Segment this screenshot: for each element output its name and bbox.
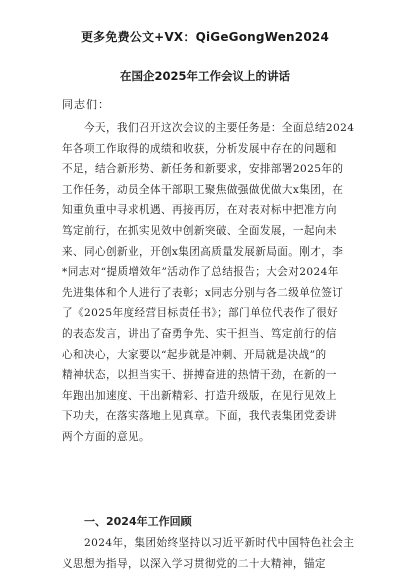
body-line: 年跑出加速度、干出新精彩、打造升级版，在见行见效上 bbox=[62, 389, 337, 402]
section-paragraph bbox=[62, 533, 355, 574]
body-line: 义思想为指导，以深入学习贯彻党的二十大精神，锚定 bbox=[62, 557, 326, 570]
body-line: 精神状态，以担当实干、拼搏奋进的热情干劲，在新的一 bbox=[62, 369, 337, 382]
body-line: 不足，结合新形势、新任务和新要求，安排部署2025年的 bbox=[62, 163, 344, 176]
body-line: 2024年，集团始终坚持以习近平新时代中国特色社会主 bbox=[84, 537, 355, 549]
body-line: 的表态发言，讲出了奋勇争先、实干担当、笃定前行的信 bbox=[62, 327, 337, 340]
salutation: 同志们： bbox=[62, 98, 110, 111]
body-line: 心和决心，大家要以“起步就是冲刺、开局就是决战”的 bbox=[62, 348, 327, 361]
body-line: 了《2025年度经营目标责任书》；部门单位代表作了很好 bbox=[62, 307, 339, 320]
document-title: 在国企2025年工作会议上的讲话 bbox=[119, 69, 290, 83]
body-line: 笃定前行，在抓实见效中创新突破、全面发展，一起向未 bbox=[62, 224, 337, 237]
body-line: 工作任务，动员全体干部职工聚焦做强做优做大x集团，在 bbox=[62, 183, 344, 196]
body-line: 两个方面的意见。 bbox=[62, 430, 150, 443]
header-banner: 更多免费公文+VX：QiGeGongWen2024 bbox=[80, 30, 329, 44]
body-paragraph bbox=[62, 118, 355, 448]
body-line: 下功夫，在落实落地上见真章。下面，我代表集团党委讲 bbox=[62, 410, 337, 423]
body-line: 来、同心创新业，开创x集团高质量发展新局面。刚才，李 bbox=[62, 245, 344, 258]
body-line: *同志对“提质增效年”活动作了总结报告；大会对2024年 bbox=[62, 266, 339, 279]
body-line: 年各项工作取得的成绩和收获，分析发展中存在的问题和 bbox=[62, 142, 337, 155]
body-line: 今天，我们召开这次会议的主要任务是：全面总结2024 bbox=[84, 122, 355, 134]
body-line: 先进集体和个人进行了表彰；x同志分别与各二级单位签订 bbox=[62, 286, 344, 299]
body-line: 知重负重中寻求机遇、再接再厉，在对表对标中把准方向 bbox=[62, 204, 337, 217]
section-heading: 一、2024年工作回顾 bbox=[84, 515, 192, 528]
